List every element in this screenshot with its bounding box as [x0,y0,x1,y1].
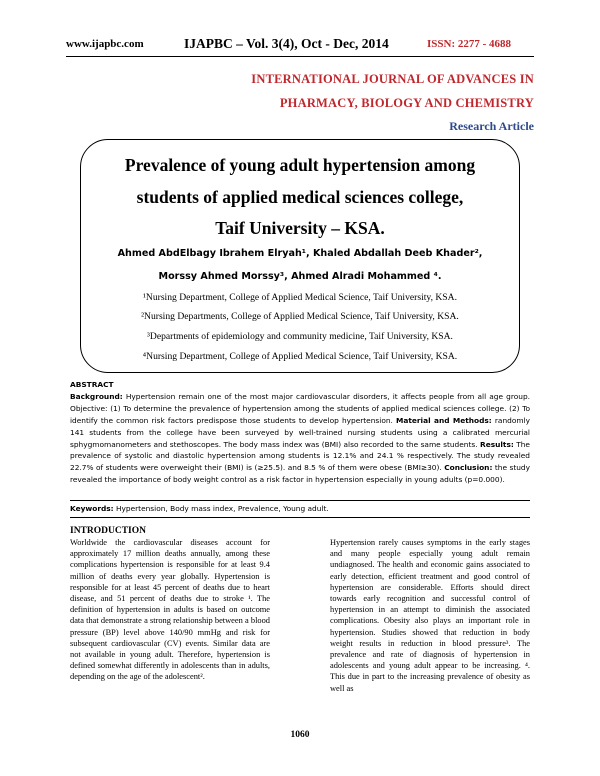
affiliation-1: ¹Nursing Department, College of Applied Medical Science, Taif University, KSA. [143,292,457,303]
abstract-body [70,391,530,486]
journal-name-line-1: INTERNATIONAL JOURNAL OF ADVANCES IN [251,72,534,86]
keywords-top-rule [70,500,530,501]
journal-volume: IJAPBC – Vol. 3(4), Oct - Dec, 2014 [184,36,389,51]
article-type: Research Article [449,119,534,133]
abstract-methods-text: randomly 141 students from the college have been surveyed by well-trained nursing students using a calibrated mercurial sphygmomanometers and stethoscopes. The body mass index was (BMI) also recorded to the same students. [70,415,530,449]
abstract-results-label: Results: [480,439,514,449]
journal-name-line-2: PHARMACY, BIOLOGY AND CHEMISTRY [279,96,534,110]
affiliation-3: ³Departments of epidemiology and community medicine, Taif University, KSA. [147,331,453,342]
journal-website: www.ijapbc.com [66,38,144,50]
article-title-line-2: students of applied medical sciences college, [136,187,464,207]
abstract [70,379,530,486]
keywords [70,504,530,513]
keywords-label: Keywords: [70,504,114,513]
abstract-heading: ABSTRACT [70,380,114,389]
introduction-left-column: Worldwide the cardiovascular diseases account for approximately 17 million deaths annually, among these complications hypertension is responsible for at least 9.4 million of deaths every year globally. Hypertension is responsible for at least 45 percent of deaths due to heart disease, and 51 percent of deaths due to stroke ¹. The definition of hypertension in adults is based on outcome data that demonstrate a strong relationship between a blood pressure (BP) level above 140/90 mmHg and risk for subsequent cardiovascular (CV) events. Similar data are not available in young adult. Therefore, hypertension is defined somewhat differently in adolescents than in adults, depending on the age of the adolescent². [70,538,270,682]
introduction-heading: INTRODUCTION [70,526,147,536]
authors-line-1: Ahmed AbdElbagy Ibrahem Elryah¹, Khaled Abdallah Deeb Khader², [117,248,483,259]
article-title-line-3: Taif University – KSA. [215,218,385,238]
header-divider [66,56,534,57]
page-number: 1060 [290,730,310,740]
introduction-right-column: Hypertension rarely causes symptoms in the early stages and many people especially young adult remain undiagnosed. The health and economic gains associated to early detection, efficient treatment and good control of hypertension are considerable. Efforts should direct towards early recognition and successful control of hypertension in an attempt to diminish the associated complications. Obesity also plays an important role in hypertension. Studies showed that reduction in body weight results in reduction in blood pressure³. The prevalence and rate of diagnosis of hypertension in adolescents and young adult appear to be increasing. ⁴. This due in part to the increasing prevalence of obesity as well as [330,538,530,693]
abstract-results-text: The prevalence of systolic and diastolic hypertension among students is 12.1% and 24.1 % respectively. The study revealed 22.7% of students were overweight their (BMI) is (≥25.5). and 8.5 % of them were obese (BMI≥30). [70,439,530,473]
affiliation-4: ⁴Nursing Department, College of Applied Medical Science, Taif University, KSA. [142,351,458,362]
keywords-text: Hypertension, Body mass index, Prevalence, Young adult. [113,504,329,513]
authors-line-2: Morssy Ahmed Morssy³, Ahmed Alradi Mohammed ⁴. [158,271,442,282]
affiliation-2: ²Nursing Departments, College of Applied Medical Science, Taif University, KSA. [141,311,459,322]
abstract-background-label: Background: [70,391,123,401]
journal-issn: ISSN: 2277 - 4688 [427,38,512,50]
abstract-methods-label: Material and Methods: [396,415,492,425]
abstract-conclusion-text: the study revealed the importance of body weight control as a risk factor in hypertension especially in young adults (p=0.000). [70,463,530,485]
article-title-line-1: Prevalence of young adult hypertension among [124,155,476,175]
keywords-bottom-rule [70,517,530,518]
abstract-conclusion-label: Conclusion: [444,463,493,473]
abstract-background-text: Hypertension remain one of the most major cardiovascular disorders, it affects people from all age group. Objective: (1) To determine the prevalence of hypertension among the students of applied medical sciences college. (2) To identify the common risk factors predispose those students to develop hypertension. [70,391,530,425]
